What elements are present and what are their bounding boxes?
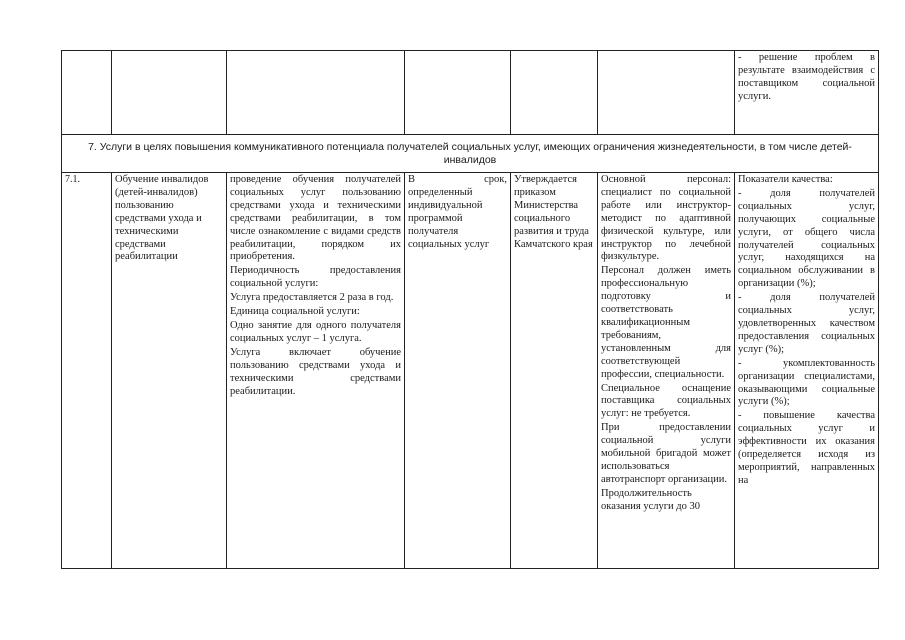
service-name: Обучение инвалидов (детей-инвалидов) пользованию средствами ухода и техническими средствами реабилитации — [112, 173, 227, 569]
quality-paragraph: - укомплектованность организации специалистами, оказывающими социальные услуги (%); — [738, 357, 875, 408]
quality-paragraph: - доля получателей социальных услуг, удовлетворенных качеством предоставления социальных услуг (%); — [738, 292, 875, 355]
conditions-paragraph: Основной персонал: специалист по социальной работе или инструктор-методист по адаптивной физической культуре, или инструктор по лечебной физкультуре. — [601, 174, 731, 263]
conditions-paragraph: Продолжительность оказания услуги до 30 — [601, 487, 701, 512]
service-number: 7.1. — [62, 173, 112, 569]
table-row-previous — [62, 51, 879, 135]
cell-empty — [112, 51, 227, 135]
quality-paragraph: Показатели качества: — [738, 174, 833, 185]
conditions-paragraph: Персонал должен иметь профессиональную подготовку и соответствовать квалификационным требованиям, установленным для соответствующей профессии, специальности. — [601, 265, 731, 380]
description-paragraph: Одно занятие для одного получателя социальных услуг – 1 услуга. — [230, 319, 401, 344]
cell-result: - решение проблем в результате взаимодействия с поставщиком социальной услуги. — [735, 51, 879, 135]
quality-paragraph: - повышение качества социальных услуг и эффективности их оказания (определяется исходя из мероприятий, направленных на — [738, 410, 875, 486]
services-table — [61, 50, 879, 569]
table-row-service — [62, 173, 879, 569]
description-paragraph: Периодичность предоставления социальной услуги: — [230, 265, 401, 290]
conditions-paragraph: При предоставлении социальной услуги мобильной бригадой может использоваться автотранспорт организации. — [601, 422, 731, 485]
cell-empty — [511, 51, 598, 135]
section-header-row — [62, 135, 879, 173]
cell-empty — [598, 51, 735, 135]
conditions-paragraph: Специальное оснащение поставщика социальных услуг: не требуется. — [601, 382, 731, 420]
quality-paragraph: - доля получателей социальных услуг, получающих социальные услуги, от общего числа получателей социальных услуг, находящихся на социальном обслуживании в организации (%); — [738, 187, 875, 290]
cell-empty — [227, 51, 405, 135]
description-paragraph: Единица социальной услуги: — [230, 306, 360, 318]
description-paragraph: проведение обучения получателей социальных услуг пользованию средствами ухода и техническими средствами реабилитации, в том числе ознакомление с видами средств реабилитации, порядком их приобретения. — [230, 174, 401, 263]
description-paragraph: Услуга включает обучение пользованию средствами ухода и техническими средствами реабилитации. — [230, 346, 401, 397]
cell-empty — [62, 51, 112, 135]
section-title: 7. Услуги в целях повышения коммуникативного потенциала получателей социальных услуг, имеющих ограничения жизнедеятельности, в том числе детей-инвалидов — [62, 135, 879, 173]
service-conditions — [598, 173, 735, 569]
service-approval: Утверждается приказом Министерства социального развития и труда Камчатского края — [511, 173, 598, 569]
service-term: В срок, определенный индивидуальной программой получателя социальных услуг — [405, 173, 511, 569]
cell-empty — [405, 51, 511, 135]
description-paragraph: Услуга предоставляется 2 раза в год. — [230, 292, 394, 304]
service-description — [227, 173, 405, 569]
service-quality — [735, 173, 879, 569]
